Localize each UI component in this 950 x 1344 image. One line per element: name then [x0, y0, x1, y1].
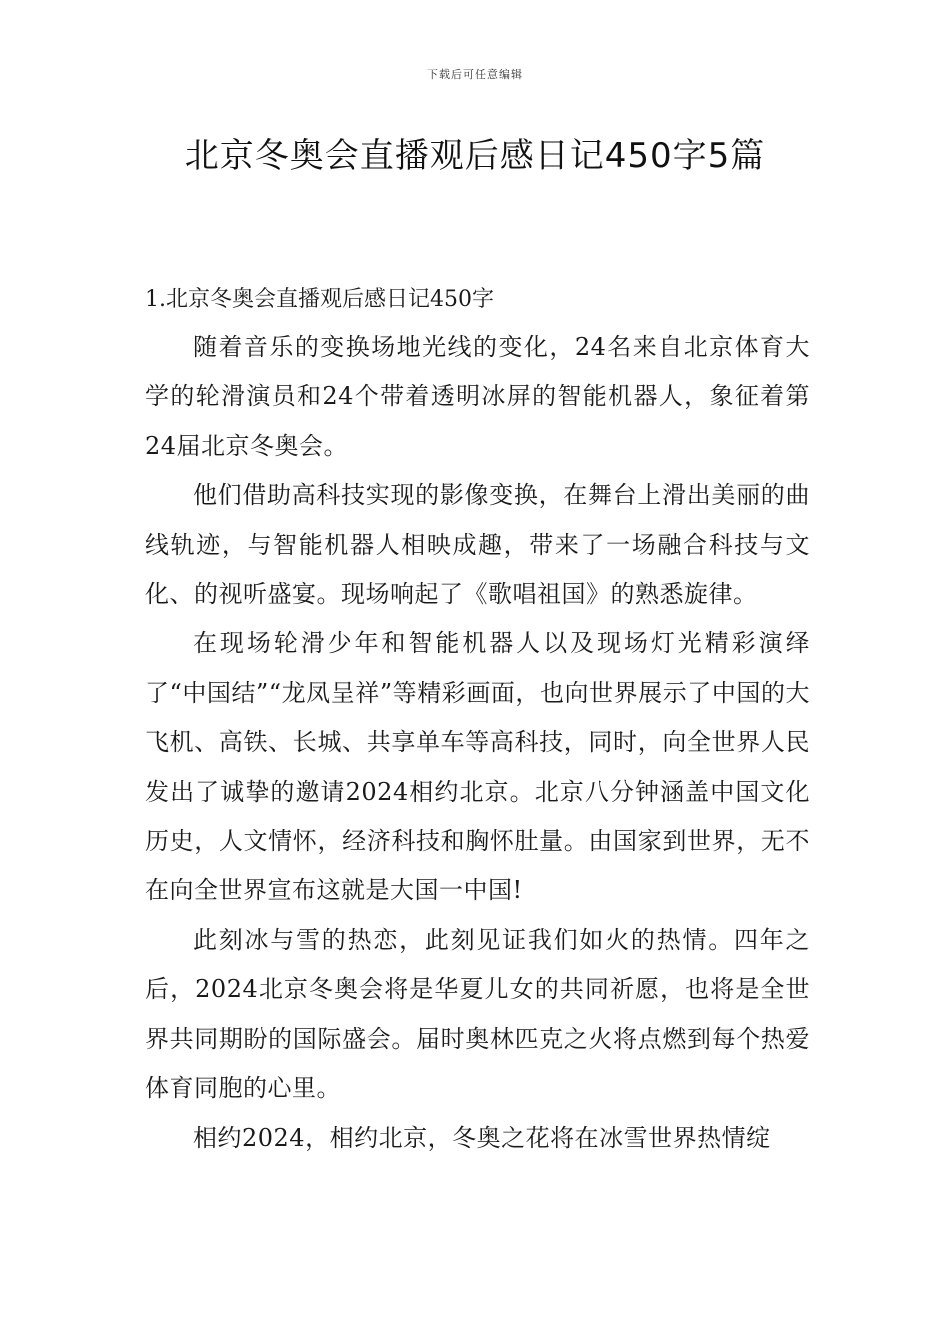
paragraph-1: 随着音乐的变换场地光线的变化，24名来自北京体育大学的轮滑演员和24个带着透明冰屏的智能机器人，象征着第24届北京冬奥会。 [145, 333, 810, 460]
paragraph-4: 此刻冰与雪的热恋，此刻见证我们如火的热情。四年之后，2024北京冬奥会将是华夏儿女的共同祈愿，也将是全世界共同期盼的国际盛会。届时奥林匹克之火将点燃到每个热爱体育同胞的心里。 [145, 925, 810, 1103]
paragraph-2: 他们借助高科技实现的影像变换，在舞台上滑出美丽的曲线轨迹，与智能机器人相映成趣，带来了一场融合科技与文化、的视听盛宴。现场响起了《歌唱祖国》的熟悉旋律。 [145, 481, 810, 609]
paragraph-5: 相约2024，相约北京，冬奥之花将在冰雪世界热情绽 [193, 1123, 771, 1152]
document-title: 北京冬奥会直播观后感日记450字5篇 [184, 136, 766, 176]
document-body [145, 280, 810, 1163]
header-note: 下载后可任意编辑 [427, 68, 523, 81]
section-heading: 1.北京冬奥会直播观后感日记450字 [145, 287, 494, 312]
paragraph-3: 在现场轮滑少年和智能机器人以及现场灯光精彩演绎了“中国结”“龙凤呈祥”等精彩画面，也向世界展示了中国的大飞机、高铁、长城、共享单车等高科技，同时，向全世界人民发出了诚挚的邀请2024相约北京。北京八分钟涵盖中国文化历史，人文情怀，经济科技和胸怀肚量。由国家到世界，无不在向全世界宣布这就是大国一中国! [145, 629, 810, 905]
